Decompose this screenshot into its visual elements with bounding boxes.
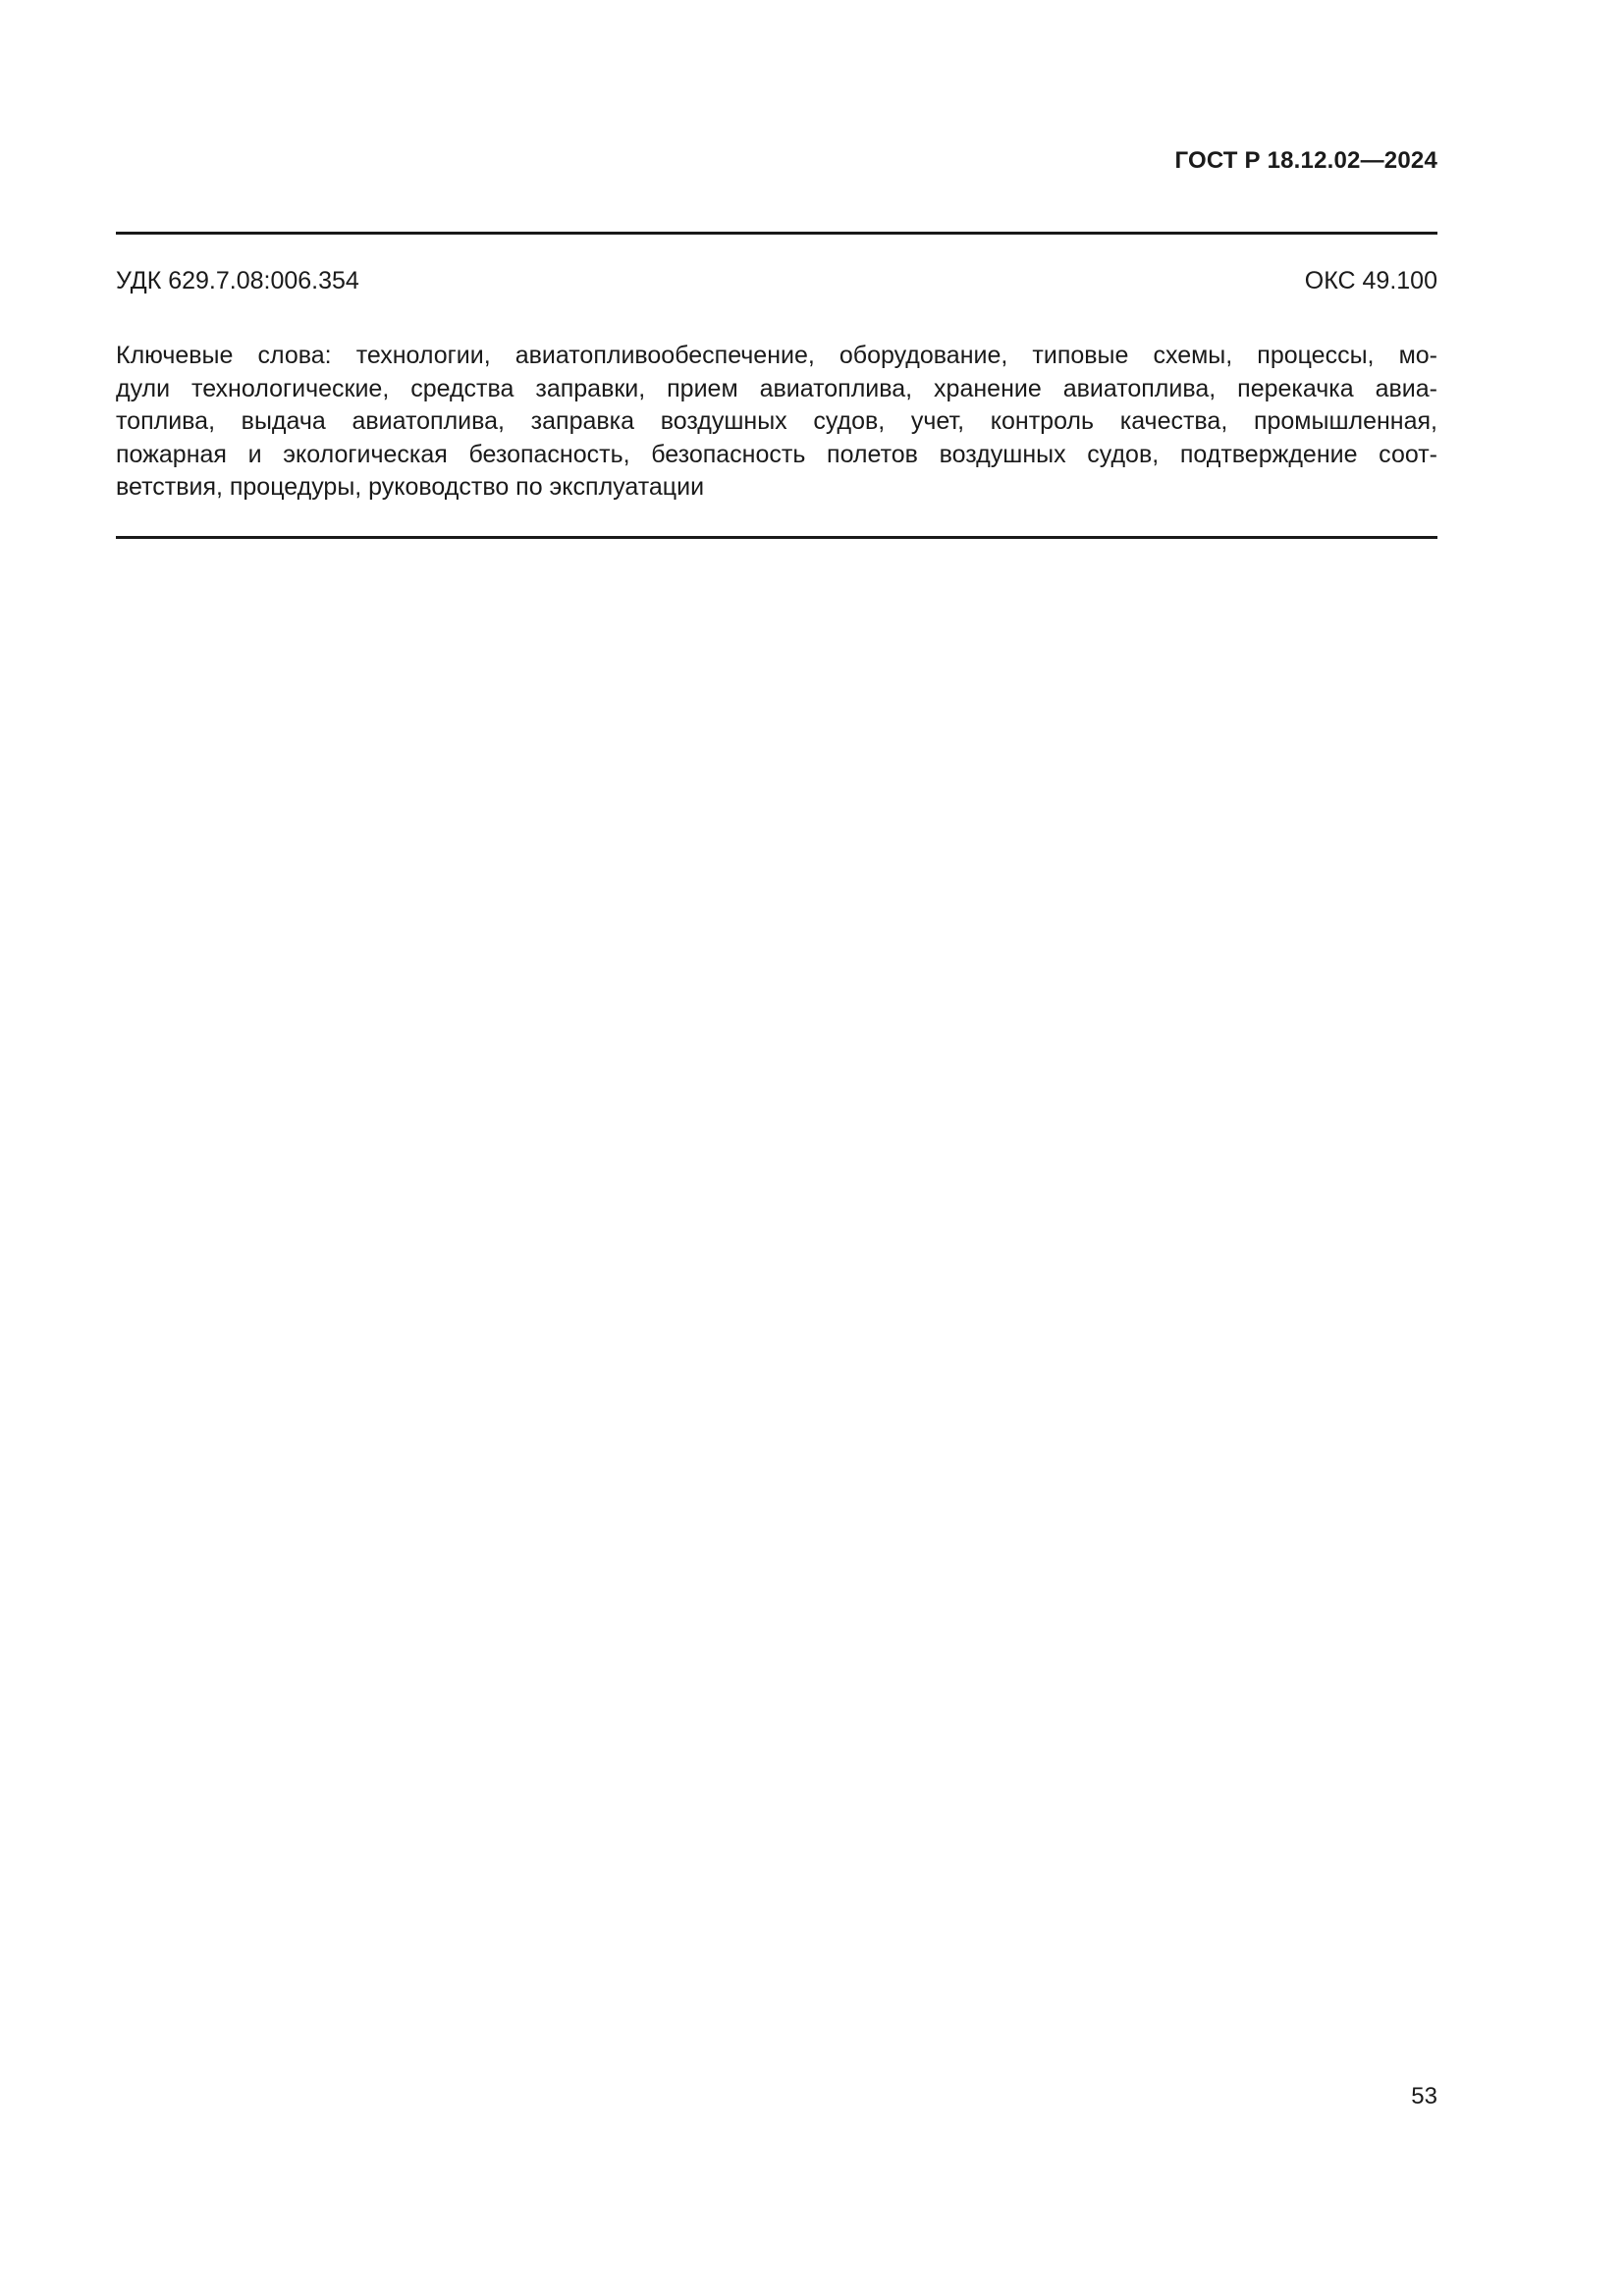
keywords-line: Ключевые слова: технологии, авиатопливообеспечение, оборудование, типовые схемы, процессы, мо- (116, 342, 1437, 369)
keywords-line: ветствия, процедуры, руководство по эксплуатации (116, 473, 705, 501)
bottom-divider (116, 536, 1437, 539)
keywords-block (116, 340, 1437, 505)
page-number: 53 (1411, 2083, 1437, 2109)
keywords-line: пожарная и экологическая безопасность, безопасность полетов воздушных судов, подтверждение соот- (116, 440, 1437, 468)
standard-code: ГОСТ Р 18.12.02—2024 (1174, 147, 1437, 174)
keywords-line: топлива, выдача авиатоплива, заправка воздушных судов, учет, контроль качества, промышленная, (116, 407, 1437, 435)
oks-code: ОКС 49.100 (1304, 267, 1437, 294)
keywords-line: дули технологические, средства заправки, прием авиатоплива, хранение авиатоплива, перекачка авиа- (116, 374, 1437, 402)
top-divider (116, 232, 1437, 235)
udc-code: УДК 629.7.08:006.354 (116, 267, 359, 294)
classification-row (116, 267, 1437, 295)
